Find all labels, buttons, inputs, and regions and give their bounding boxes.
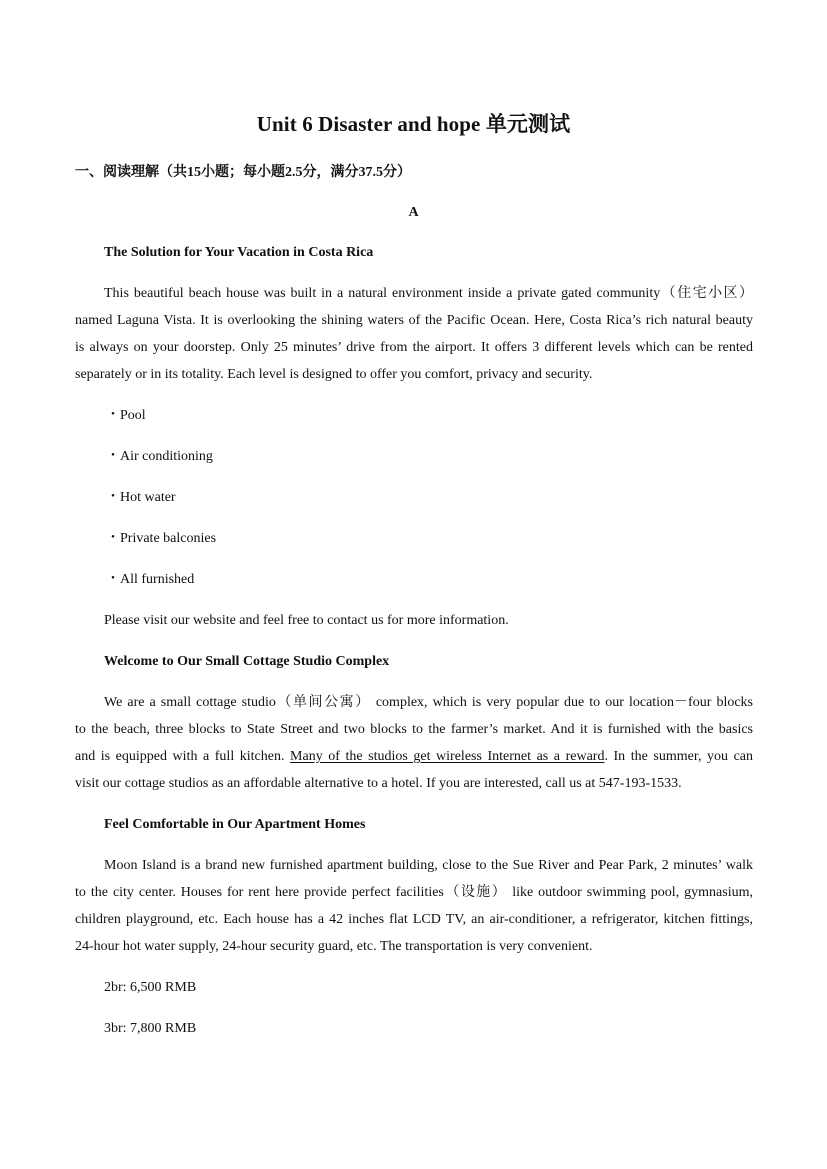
ad1-heading: The Solution for Your Vacation in Costa Rica <box>104 245 374 260</box>
feature-item: ・Private balconies <box>106 531 217 546</box>
passage-label: A <box>408 205 419 220</box>
feature-item: ・Hot water <box>106 490 176 505</box>
ad2-paragraph-line: visit our cottage studios as an affordable alternative to a hotel. If you are interested, call us at 547-193-1533. <box>75 776 682 791</box>
price-item: 3br: 7,800 RMB <box>104 1021 197 1036</box>
underlined-sentence: Many of the studios get wireless Internet as a reward <box>290 749 605 764</box>
ad3-paragraph-line: to the city center. Houses for rent here provide perfect facilities（设施） like outdoor swimming pool, gymnasium, <box>75 885 753 900</box>
ad2-paragraph-line: to the beach, three blocks to State Street and two blocks to the farmer’s market. And it is furnished with the basics <box>75 722 753 737</box>
ad2-paragraph-line: We are a small cottage studio（单间公寓） complex, which is very popular due to our location－four blocks <box>104 695 753 710</box>
ad3-paragraph-line: 24-hour hot water supply, 24-hour security guard, etc. The transportation is very convenient. <box>75 939 593 954</box>
ad1-paragraph-line: is always on your doorstep. Only 25 minutes’ drive from the airport. It offers 3 different levels which can be rented <box>75 340 753 355</box>
document-title: Unit 6 Disaster and hope 单元测试 <box>256 112 571 136</box>
ad2-paragraph-line <box>75 748 753 766</box>
ad3-heading: Feel Comfortable in Our Apartment Homes <box>104 817 366 832</box>
ad1-paragraph-line: named Laguna Vista. It is overlooking the shining waters of the Pacific Ocean. Here, Costa Rica’s rich natural beauty <box>75 313 753 328</box>
ad1-closing: Please visit our website and feel free to contact us for more information. <box>104 613 509 628</box>
ad2-line3-pre: and is equipped with a full kitchen. <box>75 749 291 764</box>
ad1-paragraph-line: separately or in its totality. Each level is designed to offer you comfort, privacy and security. <box>75 367 593 382</box>
price-item: 2br: 6,500 RMB <box>104 980 197 995</box>
feature-item: ・Air conditioning <box>106 449 213 464</box>
ad2-heading: Welcome to Our Small Cottage Studio Complex <box>104 654 390 669</box>
ad2-line3-post: . In the summer, you can <box>604 749 753 764</box>
feature-item: ・All furnished <box>106 572 195 587</box>
ad3-paragraph-line: Moon Island is a brand new furnished apartment building, close to the Sue River and Pear Park, 2 minutes’ walk <box>104 858 753 873</box>
feature-item: ・Pool <box>106 408 146 423</box>
section-header: 一、阅读理解（共15小题；每小题2.5分，满分37.5分） <box>75 165 411 180</box>
ad1-paragraph-line: This beautiful beach house was built in a natural environment inside a private gated community（住宅小区） <box>104 286 753 301</box>
ad3-paragraph-line: children playground, etc. Each house has a 42 inches flat LCD TV, an air-conditioner, a refrigerator, kitchen fittings, <box>75 912 753 927</box>
